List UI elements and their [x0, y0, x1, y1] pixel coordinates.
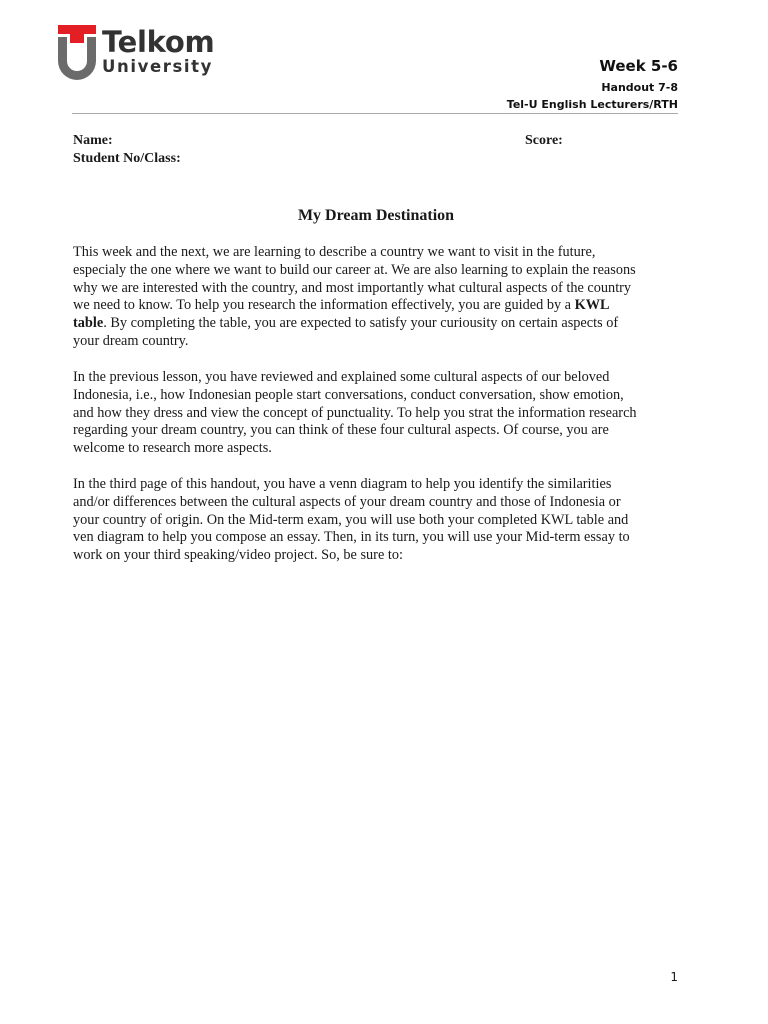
paragraph-line [73, 315, 679, 333]
logo-subtitle: University [102, 57, 214, 76]
paragraph-line: and how they dress and view the concept of punctuality. To help you strat the information research [73, 404, 637, 421]
paragraph-line: regarding your dream country, you can think of these four cultural aspects. Of course, you are [73, 422, 609, 439]
page-number: 1 [670, 970, 678, 984]
paragraph-line: ven diagram to help you compose an essay. Then, in its turn, you will use your Mid-term essay to [73, 529, 630, 546]
paragraph-intro [73, 244, 679, 351]
paragraph-text: . By completing the table, you are expected to satisfy your curiousity on certain aspects of [103, 315, 619, 332]
paragraph-line: why we are interested with the country, and most importantly what cultural aspects of the country [73, 279, 632, 296]
paragraph-text: we need to know. To help you research the information effectively, you are guided by a [73, 297, 575, 314]
score-label: Score: [525, 133, 563, 148]
paragraph-line: your dream country. [73, 332, 189, 349]
paragraph-line: especialy the one where we want to build our career at. We are also learning to explain the reasons [73, 261, 636, 278]
paragraph-line: your country of origin. On the Mid-term exam, you will use both your completed KWL table and [73, 511, 629, 528]
handout-meta [507, 56, 678, 113]
paragraph-line: This week and the next, we are learning to describe a country we want to visit in the future, [73, 244, 596, 260]
kwl-emphasis: KWL [574, 297, 610, 314]
paragraph-line: Indonesia, i.e., how Indonesian people start conversations, conduct conversation, show emotion, [73, 386, 624, 403]
logo-title: Telkom [102, 25, 215, 59]
telkom-emblem-icon [58, 25, 96, 81]
name-label: Name: [73, 133, 113, 148]
header-divider [72, 113, 678, 114]
paragraph-line: and/or differences between the cultural aspects of your dream country and those of Indonesia or [73, 493, 621, 510]
student-no-class-label: Student No/Class: [73, 151, 181, 166]
paragraph-line [73, 297, 679, 315]
document-title: My Dream Destination [297, 207, 455, 224]
paragraph-venn-diagram [73, 476, 679, 565]
paragraph-previous-lesson [73, 369, 679, 458]
paragraph-line: In the previous lesson, you have reviewed and explained some cultural aspects of our beloved [73, 369, 610, 385]
week-label: Week 5-6 [599, 57, 678, 75]
authors-label: Tel-U English Lecturers/RTH [506, 98, 678, 111]
paragraph-line: work on your third speaking/video project. So, be sure to: [73, 547, 403, 564]
paragraph-line: In the third page of this handout, you have a venn diagram to help you identify the similarities [73, 476, 612, 492]
telkom-university-logo [58, 25, 214, 81]
table-emphasis: table [73, 315, 104, 332]
handout-label: Handout 7-8 [601, 81, 678, 94]
paragraph-line: welcome to research more aspects. [73, 440, 272, 457]
